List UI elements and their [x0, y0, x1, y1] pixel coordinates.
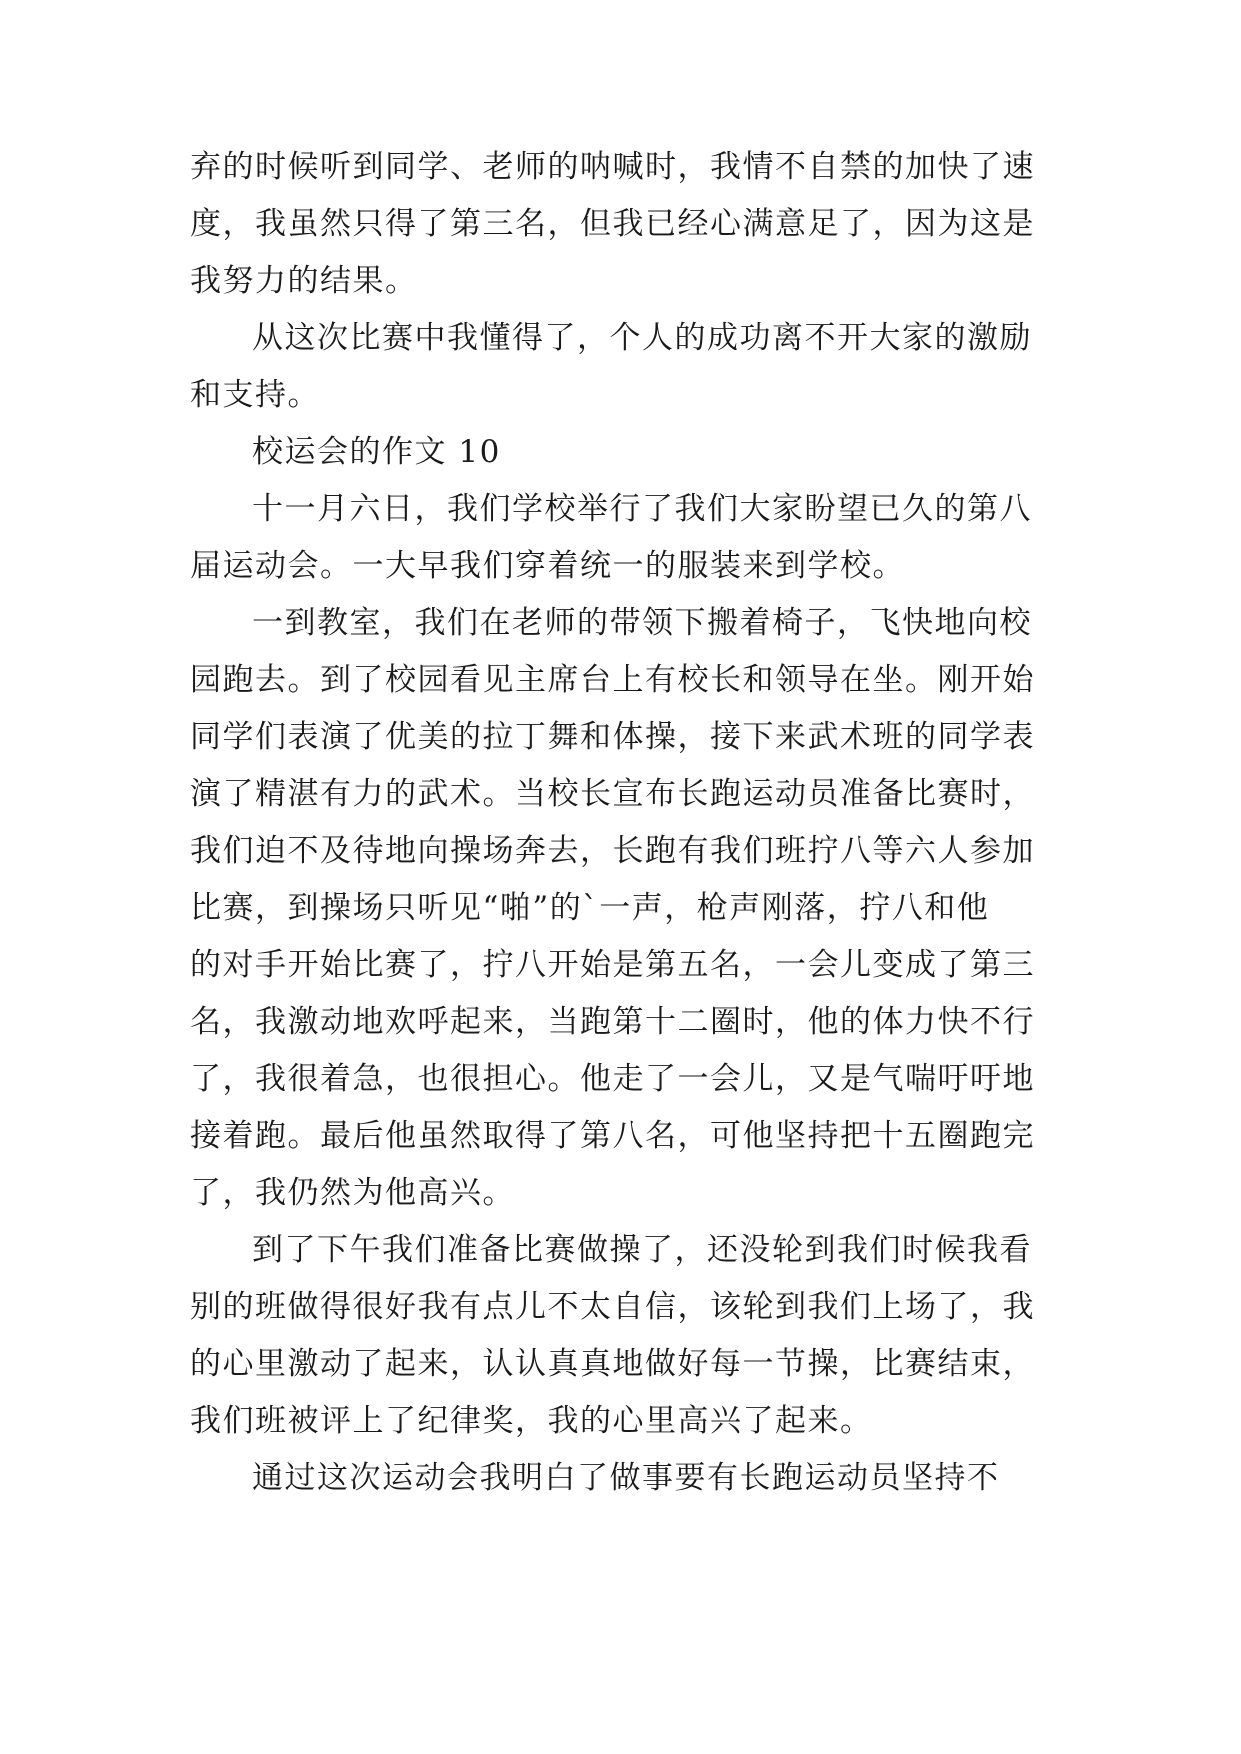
text-line: 同学们表演了优美的拉丁舞和体操，接下来武术班的同学表 — [190, 719, 1035, 755]
text-line: 和支持。 — [190, 377, 320, 413]
text-line: 比赛，到操场只听见“啪”的`一声，枪声刚落，拧八和他 — [190, 890, 990, 926]
text-line: 通过这次运动会我明白了做事要有长跑运动员坚持不 — [252, 1460, 1000, 1496]
section-heading: 校运会的作文 10 — [252, 434, 501, 470]
text-line: 弃的时候听到同学、老师的呐喊时，我情不自禁的加快了速 — [190, 149, 1035, 185]
text-line: 的心里激动了起来，认认真真地做好每一节操，比赛结束， — [190, 1346, 1035, 1382]
text-line: 接着跑。最后他虽然取得了第八名，可他坚持把十五圈跑完 — [190, 1118, 1035, 1154]
text-line: 别的班做得很好我有点儿不太自信，该轮到我们上场了，我 — [190, 1289, 1035, 1325]
text-line: 度，我虽然只得了第三名，但我已经心满意足了，因为这是 — [190, 206, 1035, 242]
text-line: 我努力的结果。 — [190, 263, 418, 299]
text-line: 十一月六日，我们学校举行了我们大家盼望已久的第八 — [252, 491, 1032, 527]
text-line: 我们迫不及待地向操场奔去，长跑有我们班拧八等六人参加 — [190, 833, 1035, 869]
text-line: 届运动会。一大早我们穿着统一的服装来到学校。 — [190, 548, 905, 584]
text-line: 演了精湛有力的武术。当校长宣布长跑运动员准备比赛时， — [190, 776, 1035, 812]
text-line: 了，我仍然为他高兴。 — [190, 1175, 515, 1211]
text-line: 从这次比赛中我懂得了，个人的成功离不开大家的激励 — [252, 320, 1032, 356]
text-line: 我们班被评上了纪律奖，我的心里高兴了起来。 — [190, 1403, 873, 1439]
text-line: 园跑去。到了校园看见主席台上有校长和领导在坐。刚开始 — [190, 662, 1035, 698]
text-line: 的对手开始比赛了，拧八开始是第五名，一会儿变成了第三 — [190, 947, 1035, 983]
text-line: 了，我很着急，也很担心。他走了一会儿，又是气喘吁吁地 — [190, 1061, 1035, 1097]
text-line: 到了下午我们准备比赛做操了，还没轮到我们时候我看 — [252, 1232, 1032, 1268]
text-line: 名，我激动地欢呼起来，当跑第十二圈时，他的体力快不行 — [190, 1004, 1035, 1040]
text-line: 一到教室，我们在老师的带领下搬着椅子，飞快地向校 — [252, 605, 1032, 641]
